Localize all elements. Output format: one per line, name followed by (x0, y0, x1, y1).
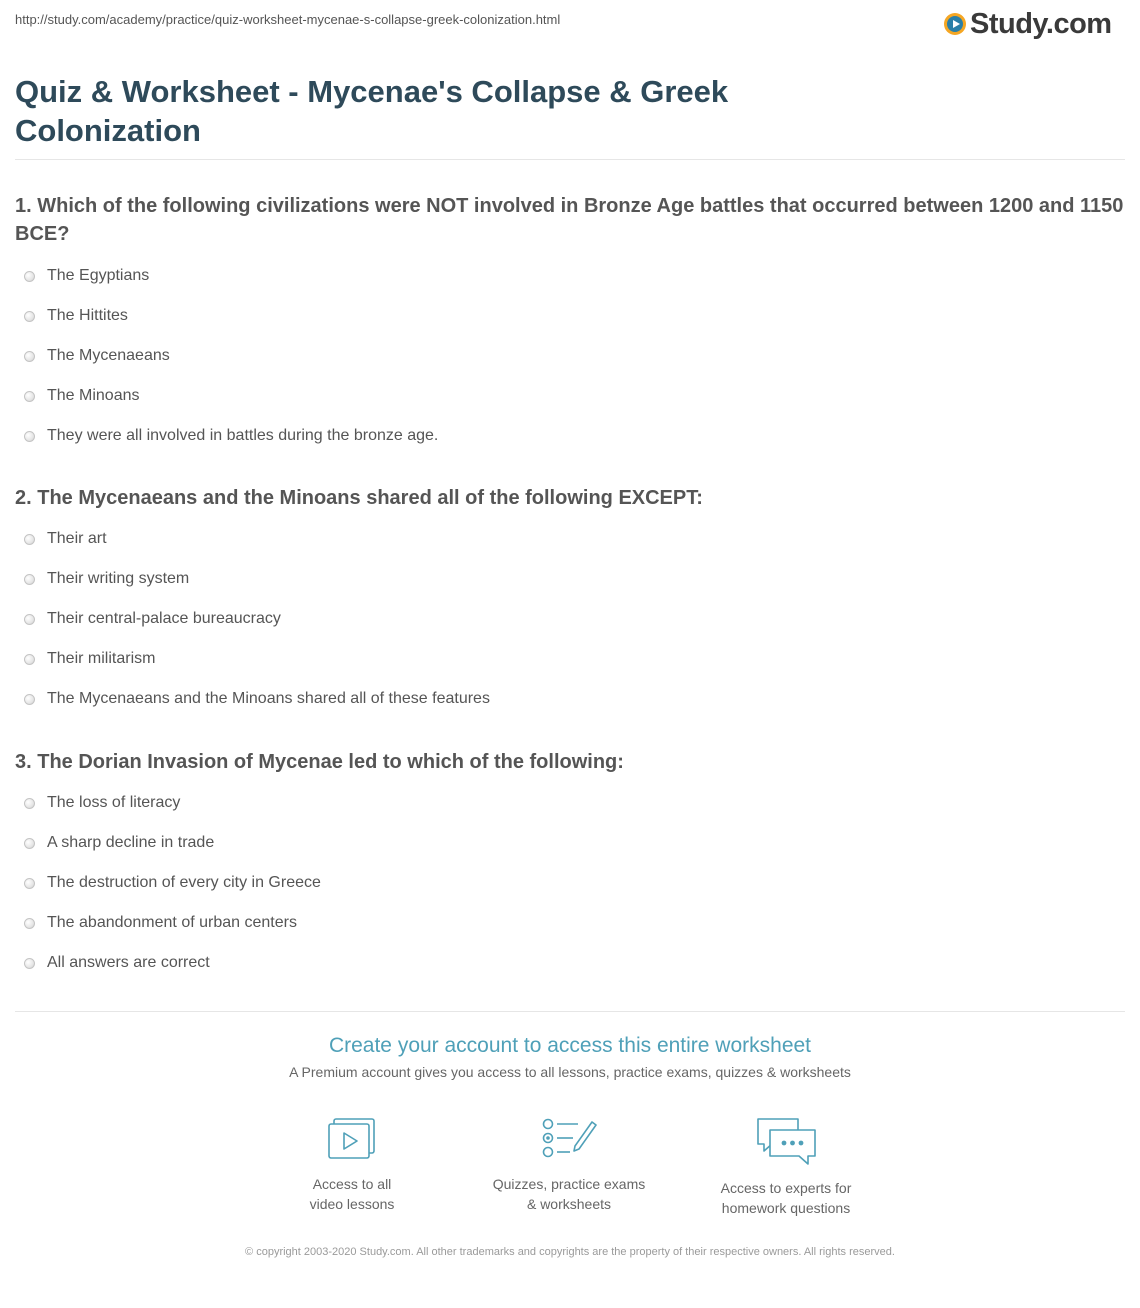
answer-option[interactable] (15, 903, 1125, 943)
title-divider (15, 159, 1125, 160)
question-2 (15, 484, 1125, 719)
feature-video-lessons (252, 1116, 452, 1214)
radio-button[interactable] (24, 351, 35, 362)
radio-button[interactable] (24, 878, 35, 889)
feature-label: Access to experts for homework questions (720, 1180, 852, 1216)
cta-title-link[interactable]: Create your account to access this entire worksheet (328, 1034, 812, 1057)
url-bar-text: http://study.com/academy/practice/quiz-worksheet-mycenae-s-collapse-greek-colonization.html (15, 12, 561, 27)
feature-experts (686, 1116, 886, 1218)
answer-label: The loss of literacy (47, 794, 181, 811)
answer-label: Their central-palace bureaucracy (47, 610, 281, 627)
question-3 (15, 748, 1125, 983)
radio-button[interactable] (24, 614, 35, 625)
radio-button[interactable] (24, 311, 35, 322)
question-text: 1. Which of the following civilizations were NOT involved in Bronze Age battles that occurred between 1200 and 1150 BCE? (15, 195, 1124, 245)
answer-list (15, 783, 1125, 983)
radio-button[interactable] (24, 798, 35, 809)
radio-button[interactable] (24, 918, 35, 929)
answer-option[interactable] (15, 863, 1125, 903)
answer-option[interactable] (15, 943, 1125, 983)
answer-option[interactable] (15, 296, 1125, 336)
answer-label: Their writing system (47, 570, 190, 587)
answer-list (15, 519, 1125, 719)
answer-label: They were all involved in battles during the bronze age. (47, 427, 439, 444)
answer-option[interactable] (15, 639, 1125, 679)
cta-divider (15, 1011, 1125, 1012)
answer-label: The Mycenaeans (47, 347, 170, 364)
copyright-footer: © copyright 2003-2020 Study.com. All other trademarks and copyrights are the property of their respective owners. All rights reserved. (245, 1246, 895, 1258)
feature-quizzes (469, 1116, 669, 1214)
answer-label: The Minoans (47, 387, 140, 404)
answer-label: The Mycenaeans and the Minoans shared all of these features (47, 690, 490, 707)
radio-button[interactable] (24, 431, 35, 442)
answer-label: Their militarism (47, 650, 156, 667)
answer-label: The abandonment of urban centers (47, 914, 297, 931)
answer-option[interactable] (15, 823, 1125, 863)
answer-option[interactable] (15, 256, 1125, 296)
radio-button[interactable] (24, 958, 35, 969)
question-text: 3. The Dorian Invasion of Mycenae led to which of the following: (15, 751, 624, 773)
radio-button[interactable] (24, 391, 35, 402)
answer-option[interactable] (15, 783, 1125, 823)
radio-button[interactable] (24, 271, 35, 282)
answer-label: The Hittites (47, 307, 128, 324)
play-circle-logo-icon (944, 13, 966, 35)
chat-bubbles-icon (754, 1116, 818, 1166)
answer-option[interactable] (15, 336, 1125, 376)
logo-text: Study.com (970, 7, 1112, 40)
cta-subtitle: A Premium account gives you access to all lessons, practice exams, quizzes & worksheets (289, 1064, 851, 1080)
radio-button[interactable] (24, 838, 35, 849)
answer-option[interactable] (15, 599, 1125, 639)
feature-label: Access to all video lessons (309, 1176, 395, 1212)
answer-option[interactable] (15, 519, 1125, 559)
answer-label: The Egyptians (47, 267, 150, 284)
answer-list (15, 256, 1125, 456)
video-lessons-icon (326, 1116, 378, 1162)
answer-option[interactable] (15, 559, 1125, 599)
question-text: 2. The Mycenaeans and the Minoans shared all of the following EXCEPT: (15, 487, 703, 509)
study-com-logo[interactable] (944, 6, 1112, 42)
answer-option[interactable] (15, 376, 1125, 416)
answer-label: All answers are correct (47, 954, 210, 971)
answer-label: The destruction of every city in Greece (47, 874, 321, 891)
radio-button[interactable] (24, 654, 35, 665)
answer-option[interactable] (15, 416, 1125, 456)
feature-label: Quizzes, practice exams & worksheets (492, 1176, 646, 1212)
radio-button[interactable] (24, 574, 35, 585)
page-title: Quiz & Worksheet - Mycenae's Collapse & Greek Colonization (15, 74, 729, 148)
answer-option[interactable] (15, 679, 1125, 719)
quiz-checklist-icon (540, 1116, 598, 1162)
question-1 (15, 192, 1125, 456)
radio-button[interactable] (24, 694, 35, 705)
answer-label: A sharp decline in trade (47, 834, 215, 851)
radio-button[interactable] (24, 534, 35, 545)
answer-label: Their art (47, 530, 107, 547)
